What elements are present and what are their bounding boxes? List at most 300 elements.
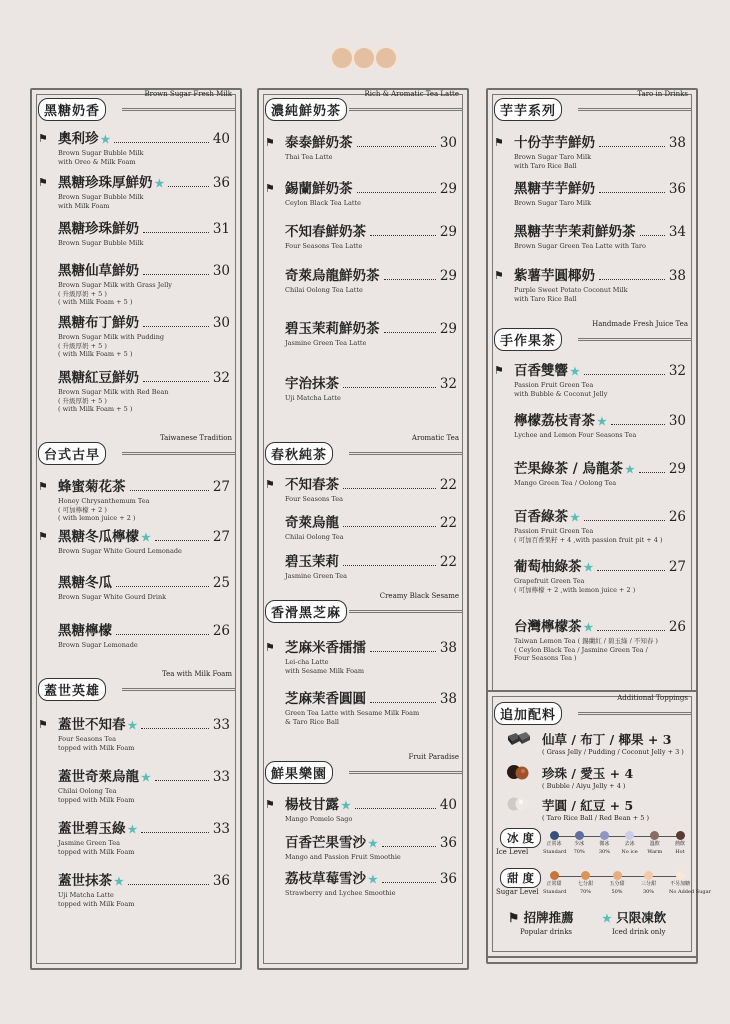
- dot-leader: [370, 235, 436, 236]
- item-description: Chilai Oolong Tea topped with Milk Foam: [58, 787, 135, 804]
- dot-leader: [155, 780, 209, 781]
- item-name-text: 蓋世奇萊烏龍: [58, 769, 139, 785]
- flag-icon: ⚑: [494, 269, 504, 282]
- item-name-text: 十份芋芋鮮奶: [514, 135, 595, 151]
- flag-icon: ⚑: [38, 176, 48, 189]
- legend-popular-en: Popular drinks: [520, 928, 573, 936]
- section-header: [488, 90, 696, 120]
- level-step: [593, 831, 615, 855]
- item-name-text: 芝麻米香擂擂: [285, 640, 366, 656]
- item-price: 33: [212, 821, 230, 837]
- item-name: [514, 180, 595, 198]
- item-description: Brown Sugar Milk with Grass Jelly ( 升級厚奶 + 5 ) ( with Milk Foam + 5 ): [58, 281, 172, 307]
- level-step: [575, 871, 597, 895]
- item-name-text: 芝麻茉香圓圓: [285, 691, 366, 707]
- dot-leader: [384, 279, 436, 280]
- dot-leader: [343, 387, 436, 388]
- flag-icon: ⚑: [265, 136, 275, 149]
- section-header: [259, 592, 467, 622]
- item-description: Uji Matcha Latte: [285, 394, 341, 402]
- item-name-text: 黑糖布丁鮮奶: [58, 315, 139, 331]
- item-name-text: 蓋世碧玉綠: [58, 821, 126, 837]
- level-step: [638, 871, 660, 895]
- item-name: [514, 134, 595, 152]
- star-icon: ★: [368, 837, 378, 850]
- item-description: Passion Fruit Green Tea with Bubble & Coconut Jelly: [514, 381, 608, 398]
- flag-icon: ⚑: [38, 530, 48, 543]
- item-price: 32: [212, 370, 230, 386]
- section-title: 蓋世英雄: [38, 678, 106, 701]
- dot-leader: [155, 540, 209, 541]
- item-name-text: 泰泰鮮奶茶: [285, 135, 353, 151]
- dot-leader: [357, 146, 436, 147]
- level-step: [669, 871, 711, 895]
- level-step: [606, 871, 628, 895]
- item-description: Brown Sugar Milk with Red Bean ( 升級厚奶 + 5 ) ( with Milk Foam + 5 ): [58, 388, 169, 414]
- item-description: Brown Sugar White Gourd Lemonade: [58, 547, 182, 555]
- section-divider: [578, 108, 692, 111]
- section-divider: [122, 688, 236, 691]
- item-price: 32: [439, 376, 457, 392]
- topping-desc: ( Bubble / Aiyu Jelly + 4 ): [542, 782, 626, 790]
- item-name: [285, 134, 353, 152]
- level-label-en: No ice: [621, 848, 638, 855]
- flag-icon: ⚑: [38, 132, 48, 145]
- dot-leader: [584, 520, 665, 521]
- section-header: [32, 670, 240, 700]
- item-name-text: 蓋世抹茶: [58, 873, 112, 889]
- section-subtitle: Taiwanese Tradition: [160, 434, 232, 442]
- item-price: 25: [212, 575, 230, 591]
- dot-leader: [597, 630, 665, 631]
- item-price: 22: [439, 477, 457, 493]
- item-price: 36: [212, 175, 230, 191]
- star-icon: ★: [602, 912, 612, 925]
- item-price: 29: [439, 224, 457, 240]
- section-divider: [122, 452, 236, 455]
- item-price: 27: [668, 559, 686, 575]
- section-subtitle: Rich & Aromatic Tea Latte: [364, 90, 459, 98]
- flag-icon: ⚑: [265, 182, 275, 195]
- item-name: [58, 872, 124, 891]
- section-title: 濃純鮮奶茶: [265, 98, 347, 121]
- item-name: [285, 870, 378, 889]
- star-icon: ★: [570, 511, 580, 524]
- flag-icon: ⚑: [265, 641, 275, 654]
- item-price: 27: [212, 529, 230, 545]
- item-price: 22: [439, 554, 457, 570]
- section-divider: [349, 610, 463, 613]
- dot-leader: [130, 490, 209, 491]
- section-header: [259, 753, 467, 783]
- flag-icon: ⚑: [38, 718, 48, 731]
- item-name: [514, 267, 595, 285]
- dot-leader: [143, 232, 209, 233]
- level-label-zh: 三分甜: [640, 881, 656, 887]
- level-step: [619, 831, 641, 855]
- sugar-level-subtitle: Sugar Level: [496, 888, 539, 896]
- section-header: [488, 320, 696, 350]
- level-dot: [575, 831, 584, 840]
- section-subtitle: Tea with Milk Foam: [161, 670, 232, 678]
- item-name: [58, 220, 139, 238]
- level-label-en: 30%: [598, 848, 610, 855]
- item-price: 26: [668, 509, 686, 525]
- item-description: Brown Sugar Taro Milk with Taro Rice Ball: [514, 153, 592, 170]
- item-description: Brown Sugar Green Tea Latte with Taro: [514, 242, 646, 250]
- dot-leader: [599, 146, 665, 147]
- item-price: 33: [212, 769, 230, 785]
- level-step: [568, 831, 590, 855]
- level-label-en: Standard: [543, 848, 567, 855]
- level-step: [644, 831, 666, 855]
- dot-leader: [597, 570, 665, 571]
- dot-leader: [143, 274, 209, 275]
- item-name: [58, 574, 112, 592]
- item-name-text: 不知春茶: [285, 477, 339, 493]
- dot-leader: [143, 326, 209, 327]
- ice-level-subtitle: Ice Level: [496, 848, 529, 856]
- item-name: [285, 375, 339, 393]
- item-description: Brown Sugar Bubble Milk with Oreo & Milk Foam: [58, 149, 144, 166]
- item-description: Chilai Oolong Tea: [285, 533, 344, 541]
- star-icon: ★: [570, 365, 580, 378]
- level-dot: [650, 831, 659, 840]
- section-header: [32, 434, 240, 464]
- dot-leader: [384, 332, 436, 333]
- star-icon: ★: [341, 799, 351, 812]
- level-label-en: No Added Sugar: [669, 888, 711, 895]
- item-name-text: 紫薯芋圓椰奶: [514, 268, 595, 284]
- item-name: [285, 180, 353, 198]
- item-price: 30: [439, 135, 457, 151]
- dot-leader: [382, 846, 436, 847]
- item-price: 22: [439, 515, 457, 531]
- flag-icon: ⚑: [508, 910, 520, 925]
- item-name: [58, 820, 137, 839]
- section-subtitle: Creamy Black Sesame: [379, 592, 459, 600]
- level-label-zh: 熱飲: [674, 841, 685, 847]
- dot-leader: [357, 192, 436, 193]
- item-description: Green Tea Latte with Sesame Milk Foam & Taro Rice Ball: [285, 709, 420, 726]
- item-description: Brown Sugar Lemonade: [58, 641, 138, 649]
- item-name-text: 錫蘭鮮奶茶: [285, 181, 353, 197]
- item-name: [514, 508, 580, 527]
- column-middle: [257, 88, 469, 970]
- legend: [508, 908, 688, 940]
- dot-leader: [114, 142, 209, 143]
- item-name-text: 不知春鮮奶茶: [285, 224, 366, 240]
- item-description: Thai Tea Latte: [285, 153, 333, 161]
- item-name-text: 宇治抹茶: [285, 376, 339, 392]
- item-name: [285, 476, 339, 494]
- dot-leader: [584, 374, 665, 375]
- item-name: [285, 514, 339, 532]
- section-title: 芋芋系列: [494, 98, 562, 121]
- item-price: 36: [439, 871, 457, 887]
- item-price: 40: [439, 797, 457, 813]
- dot-leader: [611, 424, 665, 425]
- legend-iced-en: Iced drink only: [612, 928, 666, 936]
- dot-leader: [141, 832, 209, 833]
- level-label-zh: 微冰: [599, 841, 610, 847]
- item-name-text: 碧玉茉莉鮮奶茶: [285, 321, 380, 337]
- topping-name: 仙草 / 布丁 / 椰果 + 3: [542, 732, 672, 747]
- star-icon: ★: [127, 719, 138, 732]
- level-label-zh: 溫飲: [649, 841, 660, 847]
- flag-icon: ⚑: [494, 136, 504, 149]
- decor-dot: [374, 46, 398, 70]
- dot-leader: [599, 192, 665, 193]
- level-label-en: Hot: [675, 848, 685, 855]
- item-name-text: 檸檬荔枝青茶: [514, 413, 595, 429]
- flag-icon: ⚑: [494, 364, 504, 377]
- item-name-text: 黑糖芋芋鮮奶: [514, 181, 595, 197]
- level-dot: [644, 871, 653, 880]
- section-header: [259, 434, 467, 464]
- section-title: 香滑黑芝麻: [265, 600, 347, 623]
- dot-leader: [168, 186, 209, 187]
- item-price: 29: [439, 321, 457, 337]
- section-header: [32, 90, 240, 120]
- item-price: 29: [668, 461, 686, 477]
- item-description: Lei-cha Latte with Sesame Milk Foam: [285, 658, 365, 675]
- level-step: [543, 831, 565, 855]
- item-name-text: 黑糖仙草鮮奶: [58, 263, 139, 279]
- item-price: 40: [212, 131, 230, 147]
- level-dot: [676, 871, 685, 880]
- item-name-text: 黑糖珍珠鮮奶: [58, 221, 139, 237]
- star-icon: ★: [624, 463, 635, 476]
- star-icon: ★: [141, 771, 151, 784]
- star-icon: ★: [141, 531, 151, 544]
- item-price: 36: [668, 181, 686, 197]
- item-name-text: 黑糖珍珠厚鮮奶: [58, 175, 153, 191]
- legend-iced: [600, 908, 666, 936]
- item-name: [58, 314, 139, 332]
- item-name-text: 奇萊烏龍: [285, 515, 339, 531]
- section-subtitle: Aromatic Tea: [411, 434, 459, 442]
- item-name: [514, 460, 635, 479]
- item-description: Uji Matcha Latte topped with Milk Foam: [58, 891, 135, 908]
- item-price: 32: [668, 363, 686, 379]
- dot-leader: [355, 808, 436, 809]
- level-dot: [676, 831, 685, 840]
- item-description: Brown Sugar Taro Milk: [514, 199, 592, 207]
- item-name-text: 蓋世不知春: [58, 717, 126, 733]
- item-description: Brown Sugar Milk with Pudding ( 升級厚奶 + 5 ) ( with Milk Foam + 5 ): [58, 333, 165, 359]
- dot-leader: [343, 565, 436, 566]
- item-name: [514, 618, 593, 637]
- item-price: 26: [668, 619, 686, 635]
- level-label-zh: 去冰: [624, 841, 635, 847]
- item-price: 30: [212, 315, 230, 331]
- level-label-zh: 不另加糖: [669, 881, 690, 887]
- star-icon: ★: [154, 177, 165, 190]
- item-description: Purple Sweet Potato Coconut Milk with Taro Rice Ball: [514, 286, 628, 303]
- level-label-en: 30%: [642, 888, 655, 895]
- item-price: 38: [668, 268, 686, 284]
- item-description: Mango and Passion Fruit Smoothie: [285, 853, 401, 861]
- dot-leader: [599, 279, 665, 280]
- item-name: [58, 262, 139, 280]
- level-dot: [581, 871, 590, 880]
- item-name-text: 百香雙響: [514, 363, 568, 379]
- item-price: 26: [212, 623, 230, 639]
- level-dot: [600, 831, 609, 840]
- item-description: Passion Fruit Green Tea ( 可加百香果籽 + 4 ,with passion fruit pit + 4 ): [514, 527, 663, 544]
- section-divider: [578, 338, 692, 341]
- item-description: Four Seasons Tea topped with Milk Foam: [58, 735, 135, 752]
- item-name: [514, 362, 580, 381]
- topping-desc: ( Taro Rice Ball / Red Bean + 5 ): [542, 814, 650, 822]
- item-name-text: 荔枝草莓雪沙: [285, 871, 366, 887]
- item-description: Four Seasons Tea Latte: [285, 242, 363, 250]
- toppings-box: [486, 690, 711, 958]
- toppings-header: [488, 694, 696, 724]
- item-name-text: 黑糖紅豆鮮奶: [58, 370, 139, 386]
- item-price: 27: [212, 479, 230, 495]
- section-subtitle: Taro in Drinks: [637, 90, 688, 98]
- level-label-en: 50%: [611, 888, 623, 895]
- legend-iced-label: 只限凍飲: [616, 910, 667, 925]
- header-dots: [330, 46, 400, 70]
- section-subtitle: Additional Toppings: [617, 694, 688, 702]
- item-description: Mango Pomelo Sago: [285, 815, 353, 823]
- section-title: 鮮果樂園: [265, 761, 333, 784]
- section-divider: [349, 452, 463, 455]
- item-description: Four Seasons Tea: [285, 495, 343, 503]
- item-name: [58, 768, 151, 787]
- item-name: [58, 369, 139, 387]
- item-name: [285, 223, 366, 241]
- item-price: 30: [668, 413, 686, 429]
- section-subtitle: Brown Sugar Fresh Milk: [144, 90, 232, 98]
- item-price: 29: [439, 181, 457, 197]
- item-description: Chilai Oolong Tea Latte: [285, 286, 363, 294]
- dot-leader: [116, 634, 209, 635]
- item-name-text: 黑糖檸檬: [58, 623, 112, 639]
- item-name: [58, 716, 137, 735]
- item-name: [58, 622, 112, 640]
- item-price: 38: [439, 640, 457, 656]
- level-label-en: 70%: [573, 848, 585, 855]
- section-divider: [122, 108, 236, 111]
- item-name-text: 黑糖芋芋茉莉鮮奶茶: [514, 224, 636, 240]
- section-divider: [578, 712, 692, 715]
- item-name: [514, 412, 607, 431]
- star-icon: ★: [127, 823, 138, 836]
- item-price: 29: [439, 268, 457, 284]
- item-name: [285, 267, 380, 285]
- item-name-text: 碧玉茉莉: [285, 554, 339, 570]
- item-name: [514, 558, 593, 577]
- item-price: 34: [668, 224, 686, 240]
- item-price: 36: [212, 873, 230, 889]
- item-price: 38: [439, 691, 457, 707]
- item-price: 31: [212, 221, 230, 237]
- item-description: Lychee and Lemon Four Seasons Tea: [514, 431, 637, 439]
- item-name-text: 奇萊烏龍鮮奶茶: [285, 268, 380, 284]
- item-name-text: 黑糖冬瓜檸檬: [58, 529, 139, 545]
- star-icon: ★: [114, 875, 124, 888]
- section-header: [259, 90, 467, 120]
- item-name: [58, 130, 110, 149]
- topping-name: 珍珠 / 愛玉 + 4: [542, 766, 634, 781]
- legend-popular-label: 招牌推薦: [523, 910, 574, 925]
- level-step: [543, 871, 565, 895]
- item-price: 33: [212, 717, 230, 733]
- topping-desc: ( Grass Jelly / Pudding / Coconut Jelly + 3 ): [542, 748, 684, 756]
- section-title: 追加配料: [494, 702, 562, 725]
- item-name: [58, 174, 164, 193]
- topping-name: 芋圓 / 紅豆 + 5: [542, 798, 634, 813]
- item-price: 38: [668, 135, 686, 151]
- level-label-zh: 正常甜: [546, 881, 562, 887]
- dot-leader: [116, 586, 209, 587]
- column-left: [30, 88, 242, 970]
- item-description: Taiwan Lemon Tea ( 錫蘭紅 / 碧玉綠 / 不知春 ) ( Ceylon Black Tea / Jasmine Green Tea / Four Seasons Tea ): [514, 637, 658, 663]
- item-name: [58, 478, 126, 496]
- item-name: [285, 796, 351, 815]
- item-description: Brown Sugar Bubble Milk: [58, 239, 144, 247]
- dot-leader: [382, 882, 436, 883]
- item-description: Brown Sugar White Gourd Drink: [58, 593, 167, 601]
- item-description: Jasmine Green Tea Latte: [285, 339, 367, 347]
- level-label-en: Standard: [543, 888, 567, 895]
- level-dot: [625, 831, 634, 840]
- section-divider: [349, 108, 463, 111]
- ice-level: [496, 828, 688, 862]
- sugar-level-title: 甜 度: [500, 868, 541, 888]
- item-description: Jasmine Green Tea topped with Milk Foam: [58, 839, 135, 856]
- item-name: [58, 528, 151, 547]
- dot-leader: [640, 235, 665, 236]
- legend-popular: [508, 908, 574, 936]
- dot-leader: [639, 472, 665, 473]
- item-price: 36: [439, 835, 457, 851]
- bubble-pearls-icon: [506, 764, 532, 780]
- level-label-zh: 七分甜: [577, 881, 593, 887]
- item-name-text: 百香芒果雪沙: [285, 835, 366, 851]
- level-label-zh: 正常冰: [546, 841, 562, 847]
- section-subtitle: Handmade Fresh Juice Tea: [592, 320, 688, 328]
- section-divider: [349, 771, 463, 774]
- dot-leader: [343, 526, 436, 527]
- item-description: Ceylon Black Tea Latte: [285, 199, 361, 207]
- taro-ball-icon: [506, 796, 532, 812]
- dot-leader: [370, 651, 436, 652]
- item-name-text: 葡萄柚綠茶: [514, 559, 582, 575]
- flag-icon: ⚑: [265, 798, 275, 811]
- star-icon: ★: [583, 621, 594, 634]
- item-name-text: 奧利珍: [58, 131, 99, 147]
- level-dot: [550, 871, 559, 880]
- item-name-text: 百香綠茶: [514, 509, 568, 525]
- item-description: Jasmine Green Tea: [285, 572, 347, 580]
- section-title: 春秋純茶: [265, 442, 333, 465]
- section-title: 台式古早: [38, 442, 106, 465]
- item-description: Brown Sugar Bubble Milk with Milk Foam: [58, 193, 144, 210]
- item-description: Honey Chrysanthemum Tea ( 可加檸檬 + 2 ) ( with lemon juice + 2 ): [58, 497, 150, 523]
- item-description: Strawberry and Lychee Smoothie: [285, 889, 396, 897]
- star-icon: ★: [100, 133, 111, 146]
- item-name-text: 台灣檸檬茶: [514, 619, 582, 635]
- item-price: 30: [212, 263, 230, 279]
- item-name-text: 蜂蜜菊花茶: [58, 479, 126, 495]
- item-name: [514, 223, 636, 241]
- level-label-zh: 少冰: [574, 841, 585, 847]
